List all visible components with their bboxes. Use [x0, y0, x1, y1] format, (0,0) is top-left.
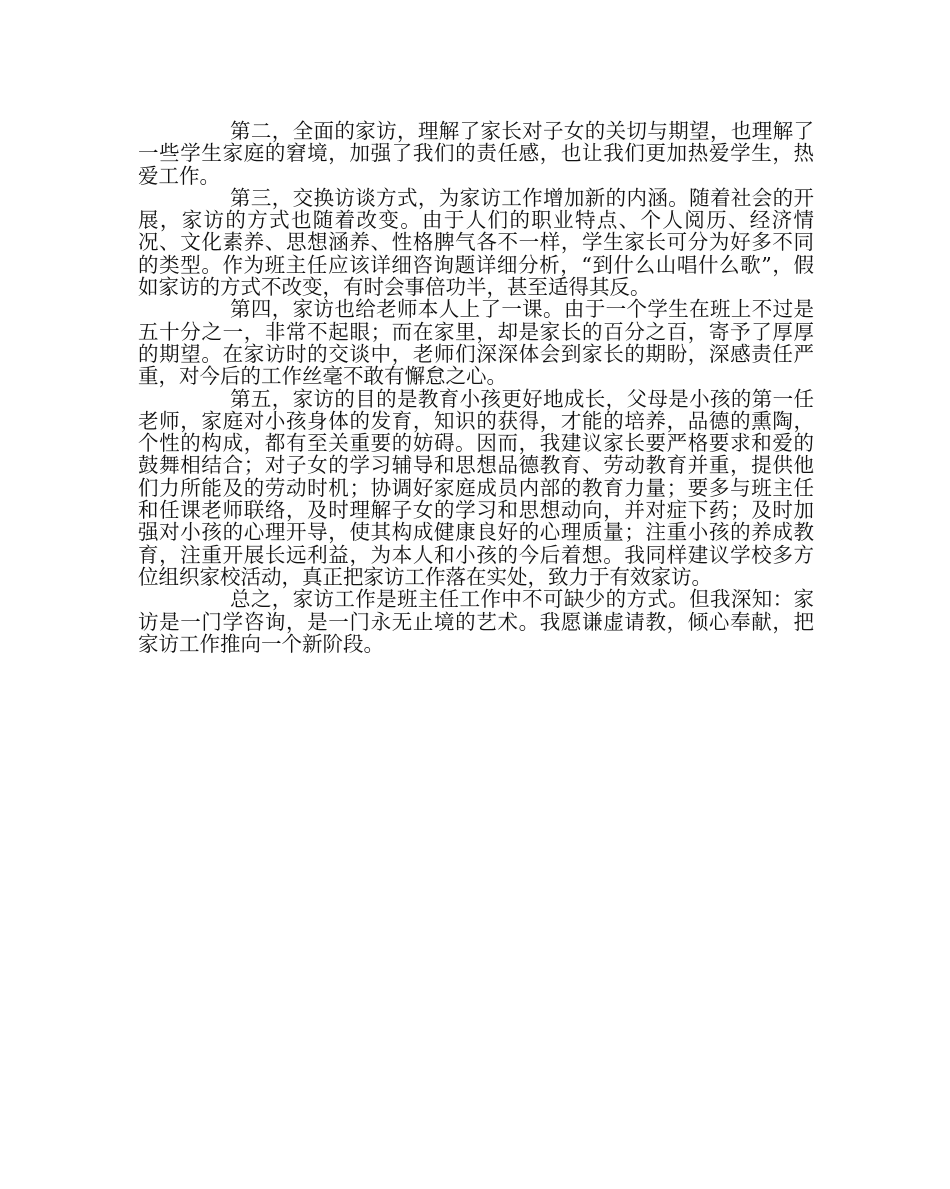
- paragraph-4: 第四，家访也给老师本人上了一课。由于一个学生在班上不过是五十分之一，非常不起眼；而在家里，却是家长的百分之百，寄予了厚厚的期望。在家访时的交谈中，老师们深深体会到家长的期盼，深感责任严重，对今后的工作丝毫不敢有懈怠之心。: [138, 297, 814, 389]
- paragraph-conclusion: 总之，家访工作是班主任工作中不可缺少的方式。但我深知：家访是一门学咨询，是一门永无止境的艺术。我愿谦虚请教，倾心奉献，把家访工作推向一个新阶段。: [138, 587, 814, 656]
- paragraph-2: 第二，全面的家访，理解了家长对子女的关切与期望，也理解了一些学生家庭的窘境，加强了我们的责任感，也让我们更加热爱学生，热爱工作。: [138, 119, 814, 188]
- document-body: [138, 120, 814, 655]
- paragraph-5: 第五，家访的目的是教育小孩更好地成长，父母是小孩的第一任老师，家庭对小孩身体的发育，知识的获得，才能的培养，品德的熏陶，个性的构成，都有至关重要的妨碍。因而，我建议家长要严格要求和爱的鼓舞相结合；对子女的学习辅导和思想品德教育、劳动教育并重，提供他们力所能及的劳动时机；协调好家庭成员内部的教育力量；要多与班主任和任课老师联络，及时理解子女的学习和思想动向，并对症下药；及时加强对小孩的心理开导，使其构成健康良好的心理质量；注重小孩的养成教育，注重开展长远利益，为本人和小孩的今后着想。我同样建议学校多方位组织家校活动，真正把家访工作落在实处，致力于有效家访。: [138, 386, 814, 589]
- paragraph-3: 第三，交换访谈方式，为家访工作增加新的内涵。随着社会的开展，家访的方式也随着改变。由于人们的职业特点、个人阅历、经济情况、文化素养、思想涵养、性格脾气各不一样，学生家长可分为好多不同的类型。作为班主任应该详细咨询题详细分析，“到什么山唱什么歌”，假如家访的方式不改变，有时会事倍功半，甚至适得其反。: [138, 185, 814, 300]
